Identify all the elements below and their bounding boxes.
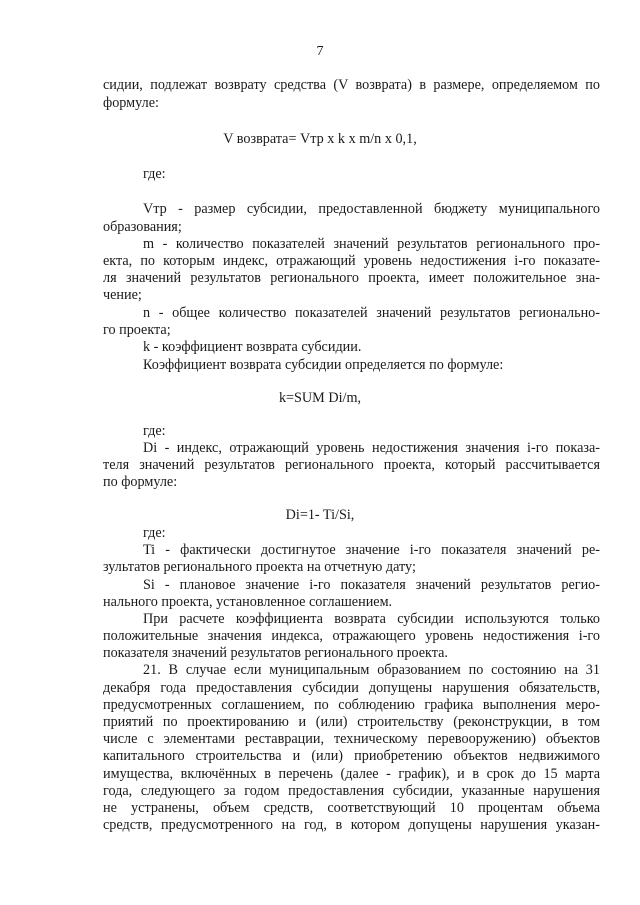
formula-di: Di=1- Ti/Si,	[285, 507, 355, 523]
text-line: Коэффициент возврата субсидии определяется по формуле:	[143, 357, 504, 373]
text-line: имущества, включённых в перечень (далее - график), и в срок до 15 марта	[103, 766, 600, 782]
text-line: m - количество показателей значений результатов регионального про-	[143, 236, 600, 252]
text-line: формуле:	[103, 95, 159, 111]
text-line: числе с элементами реставрации, техническому перевооружению) объектов	[103, 731, 600, 747]
text-line: сидии, подлежат возврату средства (V возврата) в размере, определяемом по	[103, 77, 600, 93]
text-line: теля значений результатов регионального проекта, который рассчитывается	[103, 457, 600, 473]
text-line: нального проекта, установленное соглашением.	[103, 594, 393, 610]
page-number: 7	[316, 44, 324, 59]
text-line: положительные значения индекса, отражающего уровень недостижения i-го	[103, 628, 600, 644]
text-line: предусмотренных соглашением, по соблюдению графика выполнения меро-	[103, 697, 600, 713]
text-line: не устранены, объем средств, соответствующий 10 процентам объема	[103, 800, 600, 816]
text-line: Vтр - размер субсидии, предоставленной бюджету муниципального	[143, 201, 600, 217]
text-line: чение;	[103, 287, 142, 303]
formula-k: k=SUM Di/m,	[278, 390, 362, 406]
text-line: При расчете коэффициента возврата субсидии используются только	[143, 611, 600, 627]
text-line: капитального строительства и (или) приобретению объектов недвижимого	[103, 748, 600, 764]
formula-v-return: V возврата= Vтр x k x m/n x 0,1,	[223, 131, 417, 147]
text-line: n - общее количество показателей значений результатов регионально-	[143, 305, 600, 321]
text-line: приятий по проектированию и (или) строительству (реконструкции, в том	[103, 714, 600, 730]
text-line: екта, по которым индекс, отражающий уровень недостижения i-го показате-	[103, 253, 600, 269]
text-line: декабря года предоставления субсидии допущены нарушения обязательств,	[103, 680, 600, 696]
text-line: где:	[143, 423, 166, 439]
text-line: 21. В случае если муниципальным образованием по состоянию на 31	[143, 662, 600, 678]
text-line: Ti - фактически достигнутое значение i-го показателя значений ре-	[143, 542, 600, 558]
text-line: го проекта;	[103, 322, 171, 338]
text-line: k - коэффициент возврата субсидии.	[143, 339, 362, 355]
text-line: Di - индекс, отражающий уровень недостижения значения i-го показа-	[143, 440, 600, 456]
text-line: показателя значений результатов регионального проекта.	[103, 645, 448, 661]
text-line: по формуле:	[103, 474, 178, 490]
text-line: Si - плановое значение i-го показателя значений результатов регио-	[143, 577, 600, 593]
text-line: образования;	[103, 219, 182, 235]
text-line: средств, предусмотренного на год, в котором допущены нарушения указан-	[103, 817, 600, 833]
text-line: где:	[143, 525, 166, 541]
text-line: зультатов регионального проекта на отчетную дату;	[103, 559, 416, 575]
text-line: ля значений результатов регионального проекта, имеет положительное зна-	[103, 270, 600, 286]
text-line: где:	[143, 166, 166, 182]
text-line: года, следующего за годом предоставления субсидии, указанные нарушения	[103, 783, 600, 799]
